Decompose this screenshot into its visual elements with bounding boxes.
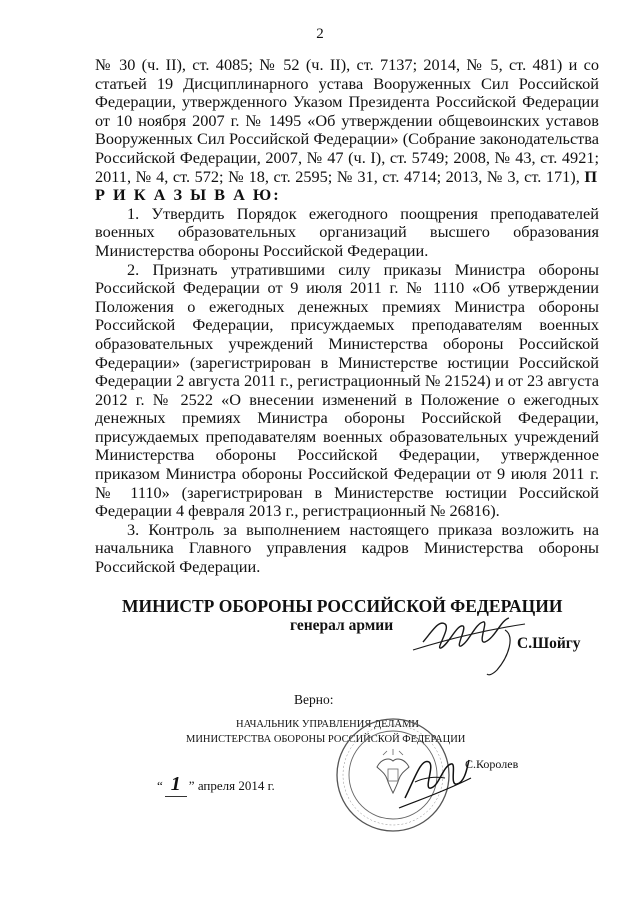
minister-title: МИНИСТР ОБОРОНЫ РОССИЙСКОЙ ФЕДЕРАЦИИ [122,596,563,616]
certifier-position-line2: МИНИСТЕРСТВА ОБОРОНЫ РОССИЙСКОЙ ФЕДЕРАЦИИ [186,734,466,745]
order-item-1: 1. Утвердить Порядок ежегодного поощрения преподавателей военных образовательных организаций высшего образования Министерства обороны Российской Федерации. [95,203,599,260]
intro-text: № 30 (ч. II), ст. 4085; № 52 (ч. II), ст. 7137; 2014, № 5, ст. 481) и со статьей 19 Дисциплинарного устава Вооруженных Сил Российской Федерации, утвержденного Указом Президента Российской Федерации от 10 ноября 2007 г. № 1495 «Об утверждении общевоинских уставов Вооруженных Сил Российской Федерации» (Собрание законодательства Российской Федерации, 2007, № 47 (ч. I), ст. 5749; 2008, № 43, ст. 4921; 2011, № 4, ст. 572; № 18, ст. 2595; № 31, ст. 4714; 2013, № 3, ст. 171), [95,55,599,186]
verified-label: Верно: [294,692,334,707]
page-number: 2 [316,26,324,42]
certifier-name: С.Королев [465,757,519,771]
order-item-2: 2. Признать утратившими силу приказы Министра обороны Российской Федерации от 9 июля 2011 г. № 1110 «Об утверждении Положения о ежегодных денежных премиях Министра обороны Российской Федерации, присуждаемых преподавателям военных образовательных учреждений Министерства обороны Российской Федерации» (зарегистрирован в Министерстве юстиции Российской Федерации 2 августа 2011 г., регистрационный № 21524) и от 23 августа 2012 г. № 2522 «О внесении изменений в Положение о ежегодных денежных премиях Министра обороны Российской Федерации, присуждаемых преподавателям военных образовательных учреждений Министерства обороны Российской Федерации, утвержденное приказом Министра обороны Российской Федерации от 9 июля 2011 г. № 1110» (зарегистрирован в Министерстве юстиции Российской Федерации 4 февраля 2013 г., регистрационный № 26816). [95,259,599,521]
order-item-3: 3. Контроль за выполнением настоящего приказа возложить на начальника Главного управления кадров Министерства обороны Российской Федерации. [95,519,599,577]
date-day: 1 [165,773,187,797]
minister-rank: генерал армии [290,617,394,634]
order-body [95,56,599,577]
minister-name: С.Шойгу [517,635,581,652]
certifier-position-line1: НАЧАЛЬНИК УПРАВЛЕНИЯ ДЕЛАМИ [236,719,420,730]
certifier-signature-icon [395,738,475,818]
intro-paragraph [95,56,599,205]
date-rest: апреля 2014 г. [197,778,275,793]
order-word: П Р И К А З Ы В А Ю: [95,166,599,205]
minister-signature-icon [405,590,545,680]
certification-date: “ 1 ” апреля 2014 г. [157,773,275,795]
